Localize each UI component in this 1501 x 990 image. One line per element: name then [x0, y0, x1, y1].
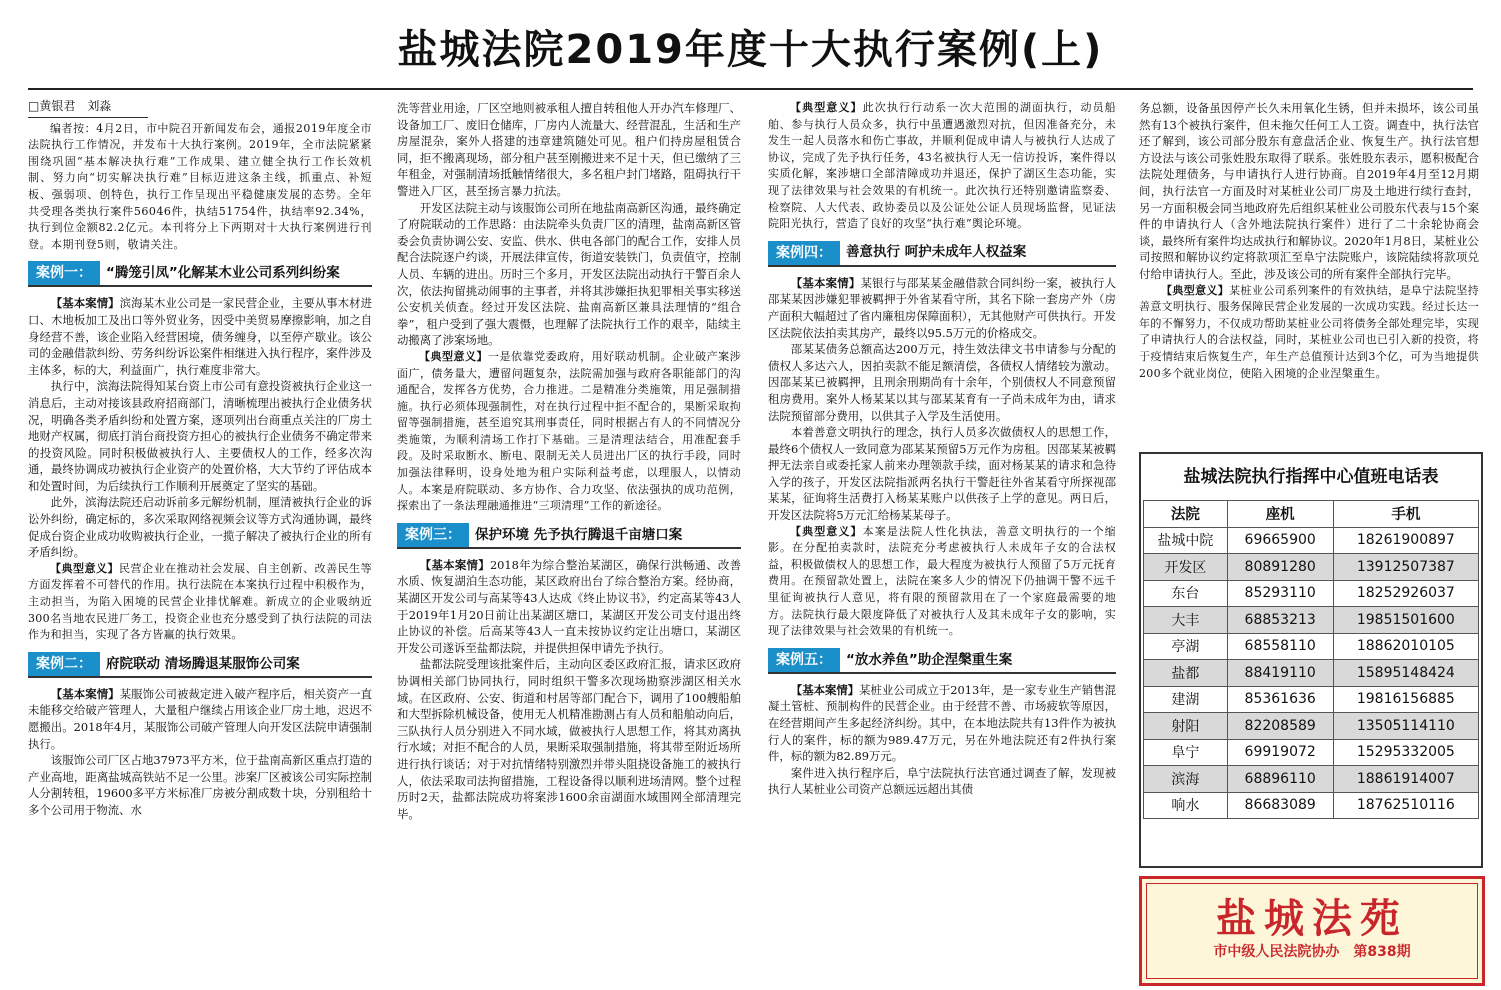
landline-cell: 68853213	[1227, 607, 1333, 634]
header-mobile: 手机	[1333, 501, 1478, 528]
column-4	[1139, 100, 1479, 445]
mobile-cell: 19816156885	[1333, 686, 1478, 713]
case-1-paragraph: 执行中，滨海法院得知某台资上市公司有意投资被执行企业这一消息后，主动对接该县政府招商部门，清晰梳理出被执行企业债务状况，明确各类矛盾纠纷和处置方案，逐项列出台商重点关注的厂房土地财产权属，彻底打消台商投资方担心的被执行企业债务不确定带来的投资风险。同时积极做被执行人、主要债权人的工作，经多次沟通，最终协调成功被执行企业资产的处置价格，大大节约了评估成本和处置时间，为后续执行工作顺利开展奠定了坚实的基础。	[28, 379, 372, 493]
section-label: 【典型意义】	[790, 101, 863, 114]
landline-cell: 68558110	[1227, 633, 1333, 660]
court-cell: 阜宁	[1144, 739, 1228, 766]
section-label: 【典型意义】	[1161, 283, 1230, 297]
case-4-heading	[768, 241, 1116, 267]
page-headline: 盐城法院2019年度十大执行案例(上)	[397, 27, 1104, 73]
case-2-title: 府院联动 清场腾退某服饰公司案	[106, 655, 300, 672]
case-3-tag: 案例三：	[397, 523, 469, 547]
court-cell: 开发区	[1144, 554, 1228, 581]
mobile-cell: 18762510116	[1333, 792, 1478, 819]
section-label: 【典型意义】	[50, 561, 120, 575]
table-row	[1144, 766, 1479, 793]
header-landline: 座机	[1227, 501, 1333, 528]
case-5-title: “放水养鱼”助企涅槃重生案	[846, 651, 1013, 668]
case-3-significance: 【典型意义】此次执行行动系一次大范围的湖面执行，动员船舶、参与执行人员众多，执行中虽遭遇激烈对抗，但因准备充分，未发生一起人员落水和伤亡事故，并顺利促成申请人与被执行人达成了协议，完成了先予执行任务，43名被执行人无一信访投诉，案件得以实质化解，案涉塘口全部清障成功并退还，保护了湖区生态功能，实现了法律效果与社会效果的有机统一。此次执行还特别邀请监察委、检察院、人大代表、政协委员以及公证处公证人员现场监督，见证法院阳光执行，营造了良好的攻坚“执行难”舆论环境。	[768, 101, 1116, 231]
case-2-tag: 案例二：	[28, 652, 100, 676]
court-cell: 滨海	[1144, 766, 1228, 793]
landline-cell: 85293110	[1227, 580, 1333, 607]
masthead-issue: 市中级人民法院协办 第838期	[1213, 944, 1411, 960]
table-header-row	[1144, 501, 1479, 528]
case-2-paragraph: 【基本案情】某服饰公司被裁定进入破产程序后，相关资产一直未能移交给破产管理人，大量租户继续占用该企业厂房土地，迟迟不愿搬出。2018年4月，某服饰公司破产管理人向开发区法院申请强制执行。	[28, 686, 372, 751]
case-3-heading	[397, 523, 741, 549]
section-label: 【典型意义】	[419, 349, 489, 363]
case-1-tag: 案例一：	[28, 261, 100, 285]
column-2	[397, 100, 741, 990]
case-4-paragraph: 邵某某债务总额高达200万元，持生效法律文书申请参与分配的债权人多达六人，因拍卖款不能足额清偿，各债权人情绪较为激动。因邵某某已被羁押，且刑余刑期尚有十余年，个别债权人不同意预留租房费用。案外人杨某某以其与邵某某育有一子尚未成年为由，请求法院预留部分费用，以供其子入学及生活使用。	[768, 342, 1116, 423]
case-4-title: 善意执行 呵护未成年人权益案	[846, 244, 1027, 261]
hotline-table-box	[1139, 452, 1483, 868]
case-4-tag: 案例四：	[768, 241, 840, 265]
mobile-cell: 18261900897	[1333, 527, 1478, 554]
court-cell: 盐城中院	[1144, 527, 1228, 554]
court-cell: 射阳	[1144, 713, 1228, 740]
hotline-table	[1143, 500, 1479, 819]
case-2-heading	[28, 652, 372, 678]
case-4-paragraph: 本着善意文明执行的理念，执行人员多次做债权人的思想工作，最终6个债权人一致同意为邵某某预留5万元作为房租。因邵某某被羁押无法亲自或委托家人前来办理领款手续，面对杨某某的请求和急待入学的孩子，开发区法院指派两名执行干警赶往外省某看守所探视邵某某，征询将生活费打入杨某某账户以供孩子上学的意见。两日后，开发区法院将5万元汇给杨某某母子。	[768, 425, 1116, 523]
byline: □黄银君 刘淼	[28, 98, 148, 118]
case-4-significance: 【典型意义】本案是法院人性化执法，善意文明执行的一个缩影。在分配拍卖款时，法院充分考虑被执行人未成年子女的合法权益，积极做债权人的思想工作，最大程度为被执行人预留了5万元抚育费用。在预留款处置上，法院在案多人少的情况下仍抽调干警不远千里征询被执行人意见，将有限的预留款用在了一个家庭最需要的地方。法院执行最大限度降低了对被执行人及其未成年子女的影响，实现了法律效果与社会效果的有机统一。	[768, 524, 1116, 638]
table-row	[1144, 554, 1479, 581]
case-5-paragraph: 务总额，设备虽因停产长久未用氧化生锈，但并未损坏，该公司虽然有13个被执行案件，但未拖欠任何工人工资。调查中，执行法官还了解到，该公司部分股东有意盘活企业、恢复生产。执行法官想方设法与该公司张姓股东取得了联系。张姓股东表示，愿积极配合法院处理债务，与申请执行人进行协商。自2019年4月至12月期间，执行法官一方面及时对某桩业公司厂房及土地进行续行查封，另一方面积极会同当地政府先后组织某桩业公司股东代表与15个案件的申请执行人（含外地法院执行案件）进行了二十余轮协商会谈，最终所有案件均达成执行和解协议。2020年1月8日，某桩业公司按照和解协议约定将款项汇至阜宁法院账户，该院陆续将款项兑付给申请执行人。至此，涉及该公司的所有案件全部执行完毕。	[1139, 101, 1479, 281]
case-5-tag: 案例五：	[768, 648, 840, 672]
court-cell: 东台	[1144, 580, 1228, 607]
landline-cell: 86683089	[1227, 792, 1333, 819]
case-3-paragraph: 盐都法院受理该批案件后，主动向区委区政府汇报，请求区政府协调相关部门协同执行，同时组织干警多次现场勘察涉湖区相关水域。在区政府、公安、街道和村居等部门配合下，调用了100艘船舶和大型拆除机械设备，使用无人机精准勘测占有人员和船舶动向后，三队执行人员分别进入不同水域，做被执行人思想工作，将其劝离执行水域；对拒不配合的人员，果断采取强制措施，将其带至附近场所进行执行谈话；对于对抗情绪特别激烈并带头阻挠设备施工的被执行人，依法采取司法拘留措施，工程设备得以顺利进场清网。整个过程历时2天，盐都法院成功将案涉1600余亩湖面水域围网全部清理完毕。	[397, 657, 741, 821]
column-1	[28, 96, 372, 986]
landline-cell: 80891280	[1227, 554, 1333, 581]
court-cell: 建湖	[1144, 686, 1228, 713]
case-2-paragraph: 开发区法院主动与该服饰公司所在地盐南高新区沟通，最终确定了府院联动的工作思路：由法院牵头负责厂区的清理，盐南高新区管委会负责协调公安、安监、供水、供电各部门的配合工作，安排人员配合法院逐户约谈，开展法律宣传，街道安装铁门，负责值守，控制人员、车辆的进出。历时三个多月，开发区法院出动执行干警百余人次，依法拘留挑动闹事的主事者，并将其涉嫌拒执犯罪相关事实移送公安机关侦查。经过开发区法院、盐南高新区兼具法理情的“组合拳”，租户受到了强大震慑，也理解了法院执行工作的艰辛，陆续主动搬离了涉案场地。	[397, 200, 741, 348]
section-label: 【基本案情】	[419, 557, 490, 572]
table-row	[1144, 607, 1479, 634]
landline-cell: 69919072	[1227, 739, 1333, 766]
hotline-table-title: 盐城法院执行指挥中心值班电话表	[1183, 467, 1439, 487]
landline-cell: 88419110	[1227, 660, 1333, 687]
table-row	[1144, 686, 1479, 713]
case-5-paragraph: 案件进入执行程序后，阜宁法院执行法官通过调查了解，发现被执行人某桩业公司资产总额远远超出其债	[768, 765, 1116, 797]
masthead-title: 盐城法苑	[1216, 895, 1408, 942]
mobile-cell: 15895148424	[1333, 660, 1478, 687]
table-row	[1144, 660, 1479, 687]
mobile-cell: 18252926037	[1333, 580, 1478, 607]
section-label: 【基本案情】	[50, 686, 120, 701]
court-cell: 盐都	[1144, 660, 1228, 687]
landline-cell: 68896110	[1227, 766, 1333, 793]
landline-cell: 85361636	[1227, 686, 1333, 713]
court-cell: 亭湖	[1144, 633, 1228, 660]
table-row	[1144, 527, 1479, 554]
case-1-paragraph: 【基本案情】滨海某木业公司是一家民营企业，主要从事木材进口、木地板加工及出口等外贸业务，因受中美贸易摩擦影响，加之自身经营不善，该企业陷入经营困境，债务缠身，以至停产歇业。该公司的金融借款纠纷、劳务纠纷诉讼案件相继进入执行程序，案件涉及主体多，标的大，利益面广，执行难度非常大。	[28, 296, 372, 377]
mobile-cell: 15295332005	[1333, 739, 1478, 766]
headline-rule	[28, 88, 1473, 90]
table-row	[1144, 633, 1479, 660]
case-5-heading	[768, 648, 1116, 674]
column-3	[768, 100, 1116, 990]
case-3-title: 保护环境 先予执行腾退千亩塘口案	[475, 526, 683, 543]
mobile-cell: 13912507387	[1333, 554, 1478, 581]
case-2-paragraph: 该服饰公司厂区占地37973平方米，位于盐南高新区重点打造的产业高地，距离盐城高铁站不足一公里。涉案厂区被该公司实际控制人分割转租，19600多平方米标准厂房被分割成数十块，分别租给十多个公司用于物流、水	[28, 753, 372, 817]
table-row	[1144, 739, 1479, 766]
case-1-heading	[28, 261, 372, 287]
section-label: 【基本案情】	[790, 275, 861, 290]
mobile-cell: 19851501600	[1333, 607, 1478, 634]
court-cell: 响水	[1144, 792, 1228, 819]
case-1-significance: 【典型意义】民营企业在推动社会发展、自主创新、改善民生等方面发挥着不可替代的作用。执行法院在本案执行过程中积极作为，主动担当，为陷入困境的民营企业排忧解难。新成立的企业吸纳近300名当地农民进厂务工，投资企业也充分感受到了执行法院的司法作为和担当，实现了各方皆赢的执行效果。	[28, 561, 372, 642]
section-label: 【典型意义】	[790, 524, 863, 538]
landline-cell: 69665900	[1227, 527, 1333, 554]
case-4-paragraph: 【基本案情】某银行与邵某某金融借款合同纠纷一案，被执行人邵某某因涉嫌犯罪被羁押于外省某看守所，其名下除一套房产外（房产面积大幅超过了省内廉租房保障面积），无其他财产可供执行。开发区法院依法拍卖其房产，最终以95.5万元的价格成交。	[768, 275, 1116, 340]
case-2-significance: 【典型意义】一是依靠党委政府，用好联动机制。企业破产案涉面广，债务量大，遭留问题复杂，法院需加强与政府各职能部门的沟通配合，发挥各方优势，合力推进。二是精准分类施策，用足强制措施。执行必须体现强制性，对在执行过程中拒不配合的，果断采取拘留等强制措施，甚至追究其刑事责任，同时根据占有人的不同情况分类施策，为顺利清场工作打下基础。三是清理法结合，用准配套手段。及时采取断水、断电、限制无关人员进出厂区的执行手段，同时加强法律释明，设身处地为租户实际利益考虑，以理服人，以情动人。本案是府院联动、多方协作、合力攻坚、依法强执的成功范例，探索出了一条法理融通推进“三项清理”工作的新途径。	[397, 349, 741, 513]
case-3-paragraph: 【基本案情】2018年为综合整治某湖区，确保行洪畅通、改善水质、恢复湖泊生态功能，某区政府出台了综合整治方案。经协商，某湖区开发公司与高某等43人达成《终止协议书》，约定高某等43人于2019年1月20日前让出某湖区塘口，某湖区开发公司支付退出终止协议的补偿。后高某等43人一直未按协议约定让出塘口，某湖区开发公司遂诉至盐都法院，并提供担保申请先予执行。	[397, 557, 741, 655]
landline-cell: 82208589	[1227, 713, 1333, 740]
editor-note: 编者按：4月2日，市中院召开新闻发布会，通报2019年度全市法院执行工作情况，并发布十大执行案例。2019年，全市法院紧紧围绕巩固“基本解决执行难”工作成果、建立健全执行工作长效机制、努力向“切实解决执行难”目标迈进这条主线，抓重点、补短板、强弱项、创特色，执行工作呈现出平稳健康发展的态势。全年共受理各类执行案件56046件，执结51754件，执结率92.34%，执行到位金额82.2亿元。本刊将分上下两期对十大执行案例进行刊登。本期刊登5则，敬请关注。	[28, 121, 372, 251]
mobile-cell: 13505114110	[1333, 713, 1478, 740]
section-label: 【基本案情】	[50, 296, 120, 311]
mobile-cell: 18861914007	[1333, 766, 1478, 793]
court-cell: 大丰	[1144, 607, 1228, 634]
header-court: 法院	[1144, 501, 1228, 528]
table-row	[1144, 713, 1479, 740]
case-5-paragraph: 【基本案情】某桩业公司成立于2013年，是一家专业生产销售混凝土管桩、预制构件的民营企业。由于经营不善、市场疲软等原因，在经营期间产生多起经济纠纷。其中，在本地法院共有13件作为被执行人的案件，标的额为989.47万元，另在外地法院还有2件执行案件，标的额为82.89万元。	[768, 682, 1116, 764]
table-row	[1144, 792, 1479, 819]
case-2-paragraph: 洗等营业用途，厂区空地则被承租人擅自转租他人开办汽车修理厂、设备加工厂、废旧仓储库，厂房内人流量大、经营混乱，生活和生产房屋混杂，案外人搭建的违章建筑随处可见。租户们持房屋租赁合同，拒不搬离现场，部分租户甚至刚搬进来不足十天，但已缴纳了三年租金，对强制清场抵触情绪很大，多名租户封门堵路，阻碍执行干警进入厂区，甚至扬言暴力抗法。	[397, 101, 741, 198]
case-5-significance: 【典型意义】某桩业公司系列案件的有效执结，是阜宁法院坚持善意文明执行、服务保障民营企业发展的一次成功实践。经过长达一年的不懈努力，不仅成功帮助某桩业公司将债务全部处理完毕，实现了申请执行人的合法权益，同时，某桩业公司也已引入新的投资，将于疫情结束后恢复生产，年生产总值预计达到3个亿，可为当地提供200多个就业岗位，使陷入困境的企业涅槃重生。	[1139, 283, 1479, 380]
table-row	[1144, 580, 1479, 607]
case-1-title: “腾笼引凤”化解某木业公司系列纠纷案	[106, 265, 340, 282]
section-label: 【基本案情】	[790, 682, 860, 697]
column-masthead-box	[1139, 876, 1485, 986]
mobile-cell: 18862010105	[1333, 633, 1478, 660]
case-1-paragraph: 此外，滨海法院还启动诉前多元解纷机制，厘清被执行企业的诉讼外纠纷，确定标的，多次采取网络视频会议等方式沟通协调，最终促成台资企业成功收购被执行企业，一揽子解决了被执行企业的所有矛盾纠纷。	[28, 495, 372, 560]
